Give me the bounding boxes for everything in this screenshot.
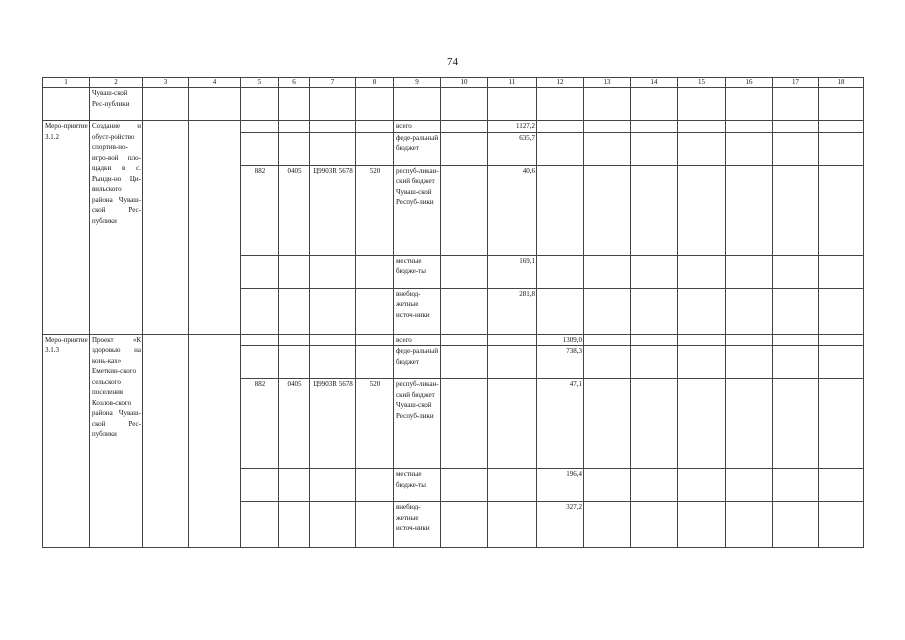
column-header: 17 <box>773 78 819 88</box>
column-header: 11 <box>488 78 537 88</box>
table-row <box>43 334 864 346</box>
funding-source: местные бюдже-ты <box>394 255 441 288</box>
column-header: 15 <box>678 78 726 88</box>
funding-source: всего <box>394 121 441 133</box>
amount-cell: 1127,2 <box>488 121 537 133</box>
column-header: 18 <box>819 78 864 88</box>
column-header: 7 <box>310 78 356 88</box>
code-cell: 520 <box>356 379 394 469</box>
code-cell: 520 <box>356 165 394 255</box>
funding-source: респуб-ликан-ский бюджет Чуваш-ской Респуб-лики <box>394 165 441 255</box>
funding-source: феде-ральный бюджет <box>394 346 441 379</box>
funding-source: внебюд-жетные источ-ники <box>394 288 441 334</box>
column-header: 1 <box>43 78 90 88</box>
amount-cell: 327,2 <box>537 502 584 548</box>
funding-source: респуб-ликан-ский бюджет Чуваш-ской Респуб-лики <box>394 379 441 469</box>
code-cell: 0405 <box>279 165 310 255</box>
amount-cell: 635,7 <box>488 132 537 165</box>
funding-source: местные бюдже-ты <box>394 469 441 502</box>
column-header: 14 <box>631 78 678 88</box>
column-header: 10 <box>441 78 488 88</box>
funding-source: внебюд-жетные источ-ники <box>394 502 441 548</box>
event-name: Проект «К здоровью на конь-ках» Еметкин-ского сельского поселения Козлов-ского района Чуваш-ской Рес-публики <box>90 334 143 548</box>
amount-cell: 281,8 <box>488 288 537 334</box>
event-name: Чуваш-ской Рес-публики <box>90 88 143 121</box>
amount-cell: 47,1 <box>537 379 584 469</box>
code-cell: 882 <box>241 379 279 469</box>
code-cell: 882 <box>241 165 279 255</box>
code-cell: Ц9903R 5678 <box>310 379 356 469</box>
funding-source: всего <box>394 334 441 346</box>
code-cell: Ц9903R 5678 <box>310 165 356 255</box>
column-header: 6 <box>279 78 310 88</box>
amount-cell: 169,1 <box>488 255 537 288</box>
amount-cell: 1309,0 <box>537 334 584 346</box>
amount-cell: 196,4 <box>537 469 584 502</box>
event-label: Меро-приятие 3.1.2 <box>43 121 90 335</box>
column-header: 8 <box>356 78 394 88</box>
column-header: 2 <box>90 78 143 88</box>
event-name: Создание и обуст-ройство спортив-но-игро-вой пло-щадки в с. Рынди-но Ци-вильского района Чуваш-ской Рес-публики <box>90 121 143 335</box>
column-header: 5 <box>241 78 279 88</box>
column-header: 12 <box>537 78 584 88</box>
amount-cell: 738,3 <box>537 346 584 379</box>
header-row <box>43 78 864 88</box>
event-label: Меро-приятие 3.1.3 <box>43 334 90 548</box>
budget-table <box>42 77 864 548</box>
column-header: 16 <box>726 78 773 88</box>
table-row <box>43 121 864 133</box>
code-cell: 0405 <box>279 379 310 469</box>
column-header: 13 <box>584 78 631 88</box>
table-row <box>43 88 864 121</box>
page-number: 74 <box>447 56 458 68</box>
column-header: 3 <box>143 78 189 88</box>
column-header: 9 <box>394 78 441 88</box>
column-header: 4 <box>189 78 241 88</box>
amount-cell: 40,6 <box>488 165 537 255</box>
funding-source: феде-ральный бюджет <box>394 132 441 165</box>
